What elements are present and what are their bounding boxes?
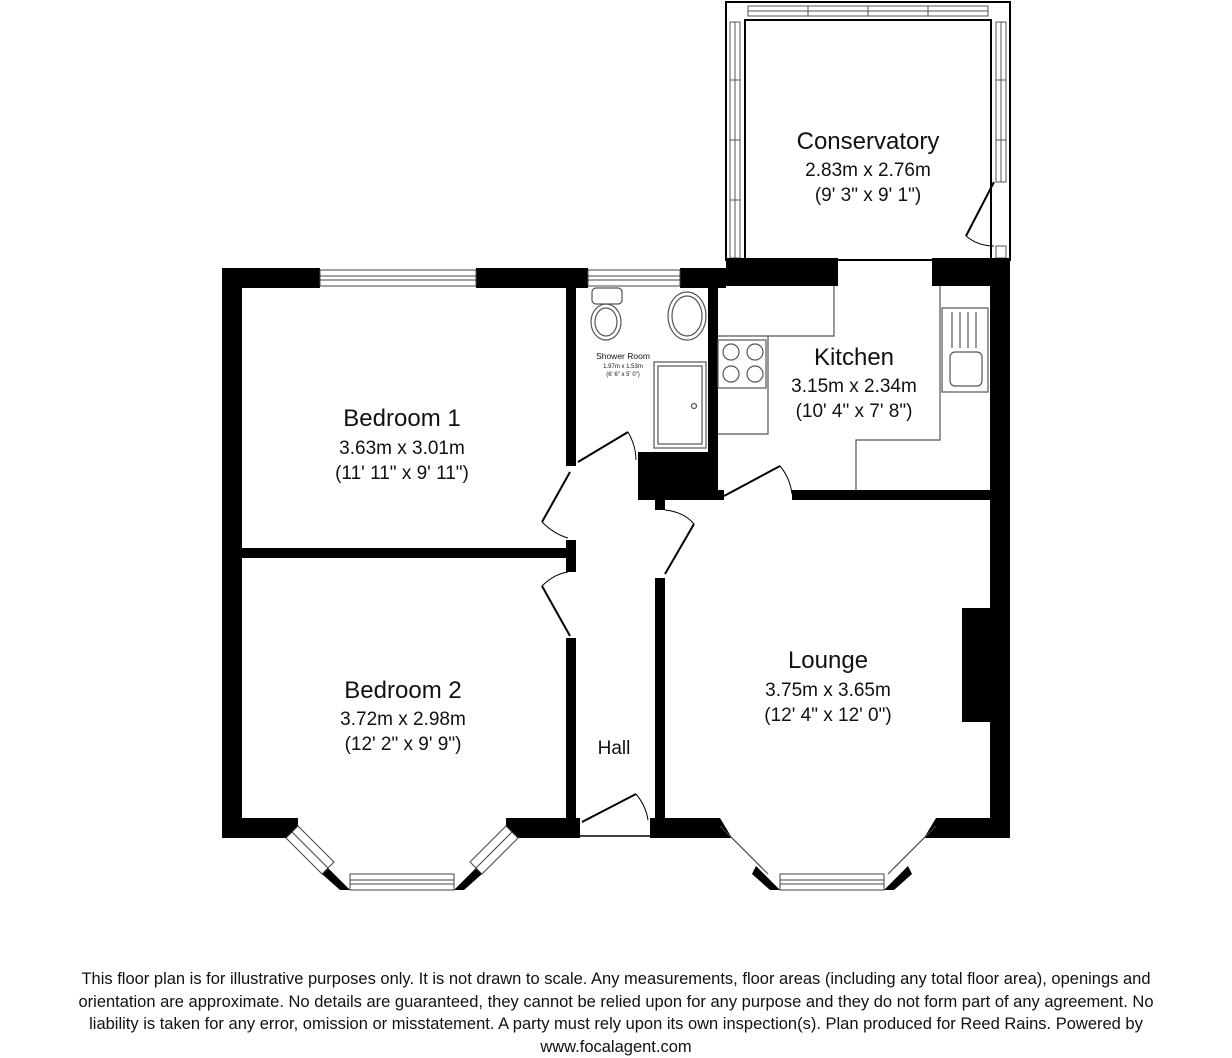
- lounge-metric: 3.75m x 3.65m: [765, 680, 891, 701]
- kitchen-name: Kitchen: [814, 344, 894, 371]
- bedroom2-imperial: (12' 2" x 9' 9"): [345, 734, 462, 755]
- bedroom1-name: Bedroom 1: [343, 405, 460, 432]
- front-door: [580, 794, 650, 836]
- label-bedroom-1: [335, 405, 469, 484]
- label-shower-room: [596, 351, 650, 378]
- shower-metric: 1.97m x 1.53m: [603, 364, 643, 370]
- hall-name: Hall: [598, 738, 631, 759]
- bedroom1-metric: 3.63m x 3.01m: [339, 438, 465, 459]
- label-hall: [598, 738, 631, 759]
- disclaimer-line-3: liability is taken for any error, omission or misstatement. A party must rely upon its own inspection(s). Plan produced for Reed Rains. Powered by: [0, 1013, 1232, 1036]
- lounge-name: Lounge: [788, 647, 868, 674]
- bedroom1-imperial: (11' 11" x 9' 11"): [335, 463, 469, 484]
- disclaimer: [0, 968, 1232, 1058]
- label-kitchen: [791, 344, 917, 422]
- shower-imperial: (6' 6" x 5' 0"): [606, 372, 640, 378]
- bedroom2-name: Bedroom 2: [344, 677, 461, 704]
- conservatory-name: Conservatory: [797, 128, 940, 155]
- kitchen-metric: 3.15m x 2.34m: [791, 376, 917, 397]
- disclaimer-line-1: This floor plan is for illustrative purposes only. It is not drawn to scale. Any measurements, floor areas (including any total floor area), openings and: [0, 968, 1232, 991]
- kitchen-imperial: (10' 4" x 7' 8"): [796, 401, 913, 422]
- label-lounge: [764, 647, 891, 726]
- conservatory-door: [966, 182, 994, 246]
- bedroom2-metric: 3.72m x 2.98m: [340, 709, 466, 730]
- disclaimer-line-4: www.focalagent.com: [0, 1036, 1232, 1058]
- conservatory-metric: 2.83m x 2.76m: [805, 160, 931, 181]
- label-bedroom-2: [340, 677, 466, 755]
- lounge-imperial: (12' 4" x 12' 0"): [764, 705, 891, 726]
- conservatory-imperial: (9' 3" x 9' 1"): [815, 185, 921, 206]
- disclaimer-line-2: orientation are approximate. No details are guaranteed, they cannot be relied upon for any purpose and they do not form part of any agreement. No: [0, 991, 1232, 1014]
- label-conservatory: [797, 128, 940, 206]
- shower-name: Shower Room: [596, 351, 650, 361]
